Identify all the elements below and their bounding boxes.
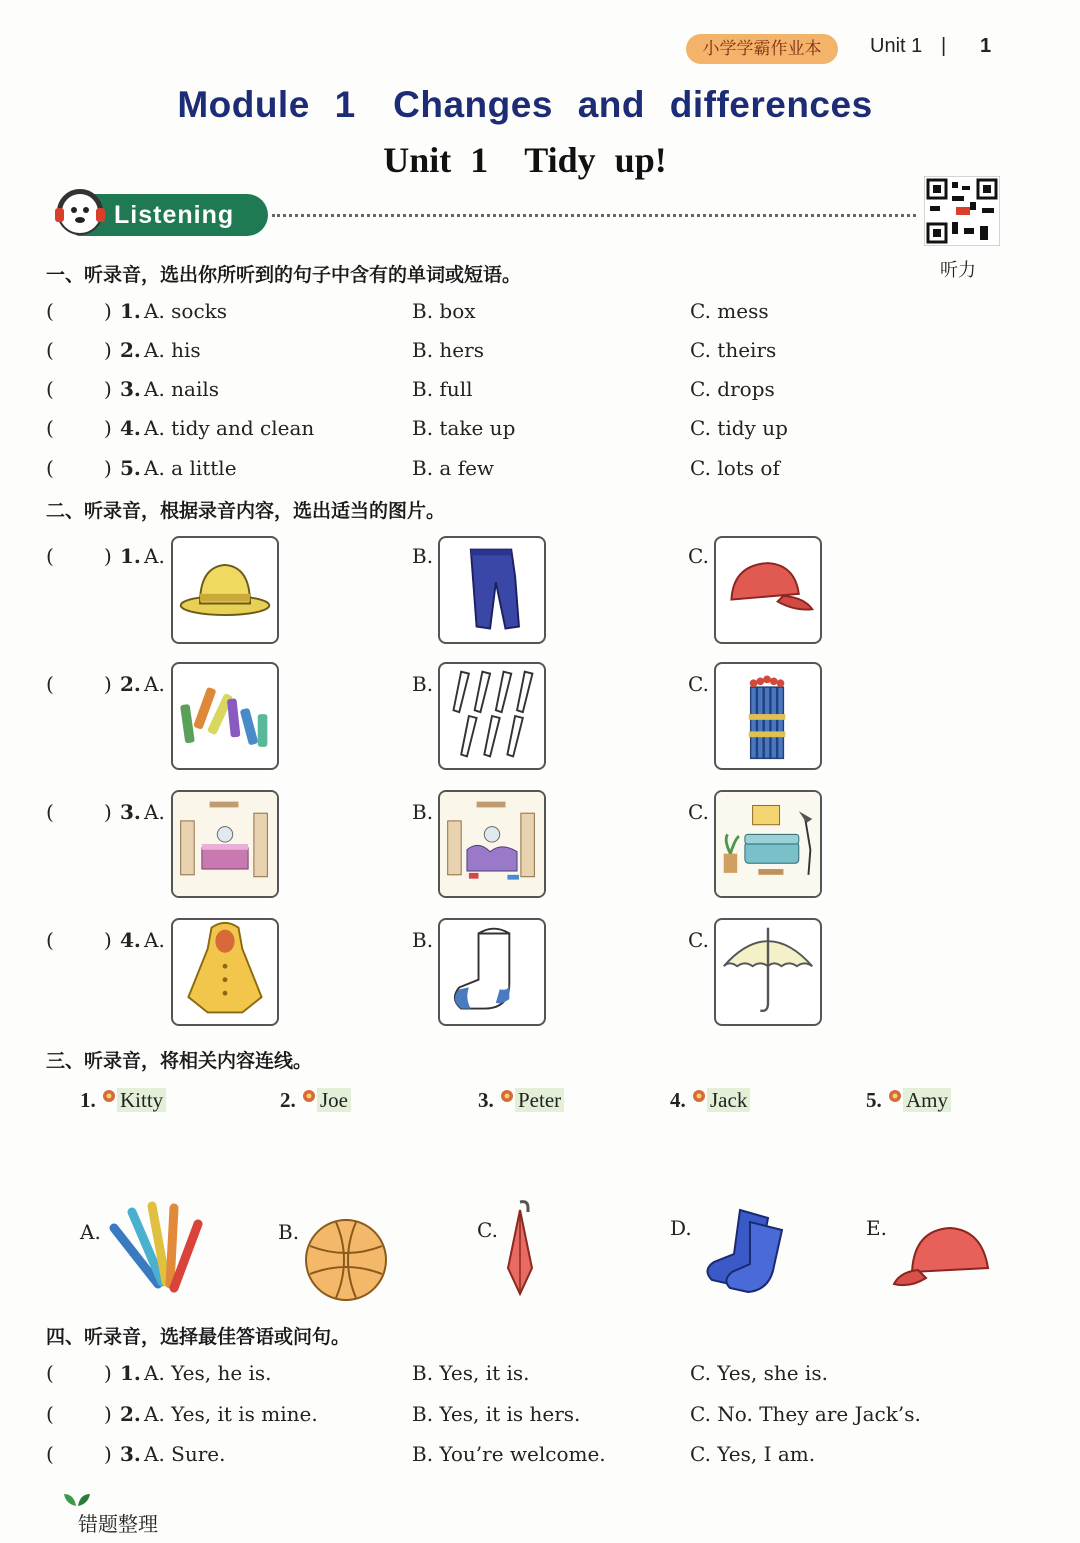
- name-amy: 5. Amy: [866, 1088, 951, 1113]
- section4-question-2: ( ) 2. A. Yes, it is mine. B. Yes, it is hers. C. No. They are Jack’s.: [46, 1399, 1046, 1429]
- unit-title: Unit 1 Tidy up!: [383, 140, 667, 180]
- trousers-icon[interactable]: [438, 536, 546, 644]
- header-separator: |: [941, 35, 947, 57]
- item-label-e: E.: [866, 1216, 887, 1240]
- crayons-fan-icon[interactable]: [108, 1198, 208, 1298]
- section4-question-3: ( ) 3. A. Sure. B. You’re welcome. C. Yes, I am.: [46, 1439, 1046, 1469]
- sock-icon[interactable]: [438, 918, 546, 1026]
- listening-banner: Listening: [72, 194, 268, 236]
- section4-heading: 四、听录音，选择最佳答语或问句。: [46, 1326, 351, 1348]
- flower-icon: [101, 1088, 117, 1104]
- option-a: A. his: [144, 338, 201, 362]
- name-jack: 4. Jack: [670, 1088, 750, 1113]
- item-label-a: A.: [80, 1220, 101, 1244]
- section3-heading: 三、听录音，将相关内容连线。: [46, 1050, 313, 1072]
- pens-icon[interactable]: [438, 662, 546, 770]
- qr-caption: 听力: [940, 260, 976, 281]
- option-a: A. Yes, it is mine.: [144, 1402, 318, 1426]
- section2-heading: 二、听录音，根据录音内容，选出适当的图片。: [46, 500, 446, 522]
- option-c: C. theirs: [690, 338, 777, 362]
- option-b: B. take up: [412, 416, 516, 440]
- option-a: A. a little: [144, 456, 237, 480]
- item-label-c: C.: [477, 1218, 498, 1242]
- module-title: Module 1 Changes and differences: [177, 84, 873, 125]
- section1-question-5: ( ) 5. A. a little B. a few C. lots of: [46, 453, 1046, 483]
- section2-question-1: ( ) 1. A. B. C.: [46, 544, 709, 568]
- option-c: C. No. They are Jack’s.: [690, 1402, 921, 1426]
- headphone-mascot-icon: [52, 184, 108, 240]
- section1-question-4: ( ) 4. A. tidy and clean B. take up C. tidy up: [46, 413, 1046, 443]
- unit-label: Unit 1: [870, 35, 923, 57]
- name-peter: 3. Peter: [478, 1088, 564, 1113]
- option-a: A. Yes, he is.: [144, 1361, 272, 1385]
- option-b: B. You’re welcome.: [412, 1442, 606, 1466]
- option-b: B. Yes, it is.: [412, 1361, 530, 1385]
- closed-umbrella-icon[interactable]: [470, 1198, 570, 1298]
- cap-icon[interactable]: [892, 1212, 992, 1312]
- option-c: C. Yes, she is.: [690, 1361, 828, 1385]
- flower-icon: [887, 1088, 903, 1104]
- socks-icon[interactable]: [690, 1200, 790, 1300]
- pencils-bundle-icon[interactable]: [714, 662, 822, 770]
- section1-heading: 一、听录音，选出你所听到的句子中含有的单词或短语。: [46, 264, 522, 286]
- option-a: A. nails: [144, 377, 220, 401]
- tidy-bedroom-icon[interactable]: [171, 790, 279, 898]
- section1-question-3: ( ) 3. A. nails B. full C. drops: [46, 374, 1046, 404]
- option-b: B. a few: [412, 456, 495, 480]
- flower-icon: [691, 1088, 707, 1104]
- option-b: B. full: [412, 377, 473, 401]
- flower-icon: [301, 1088, 317, 1104]
- item-label-d: D.: [670, 1216, 692, 1240]
- option-c: C. mess: [690, 299, 769, 323]
- living-room-icon[interactable]: [714, 790, 822, 898]
- option-c: C. Yes, I am.: [690, 1442, 816, 1466]
- option-b: B. hers: [412, 338, 484, 362]
- option-a: A. Sure.: [144, 1442, 226, 1466]
- section1-question-1: ( ) 1. A. socks B. box C. mess: [46, 296, 1046, 326]
- umbrella-icon[interactable]: [714, 918, 822, 1026]
- option-a: A. tidy and clean: [144, 416, 315, 440]
- messy-bedroom-icon[interactable]: [438, 790, 546, 898]
- raincoat-icon[interactable]: [171, 918, 279, 1026]
- error-review-label: 错题整理: [78, 1512, 158, 1536]
- option-b: B. Yes, it is hers.: [412, 1402, 581, 1426]
- section2-question-4: ( ) 4. A. B. C.: [46, 928, 709, 952]
- hat-icon[interactable]: [171, 536, 279, 644]
- item-label-b: B.: [278, 1220, 300, 1244]
- option-a: A. socks: [144, 299, 228, 323]
- flower-icon: [499, 1088, 515, 1104]
- name-kitty: 1. Kitty: [80, 1088, 166, 1113]
- option-b: B. box: [412, 299, 476, 323]
- leaf-icon: [62, 1490, 92, 1508]
- section4-question-1: ( ) 1. A. Yes, he is. B. Yes, it is. C. Yes, she is.: [46, 1358, 1046, 1388]
- crayons-icon[interactable]: [171, 662, 279, 770]
- option-c: C. lots of: [690, 456, 780, 480]
- name-joe: 2. Joe: [280, 1088, 351, 1113]
- section2-question-2: ( ) 2. A. B. C.: [46, 672, 709, 696]
- cap-icon[interactable]: [714, 536, 822, 644]
- section2-question-3: ( ) 3. A. B. C.: [46, 800, 709, 824]
- option-c: C. drops: [690, 377, 775, 401]
- page-number: 1: [980, 35, 992, 57]
- series-badge: 小学学霸作业本: [686, 34, 838, 64]
- section1-question-2: ( ) 2. A. his B. hers C. theirs: [46, 335, 1046, 365]
- banner-divider: [272, 214, 916, 217]
- qr-code-icon[interactable]: [924, 176, 1000, 246]
- ball-icon[interactable]: [296, 1210, 396, 1310]
- option-c: C. tidy up: [690, 416, 788, 440]
